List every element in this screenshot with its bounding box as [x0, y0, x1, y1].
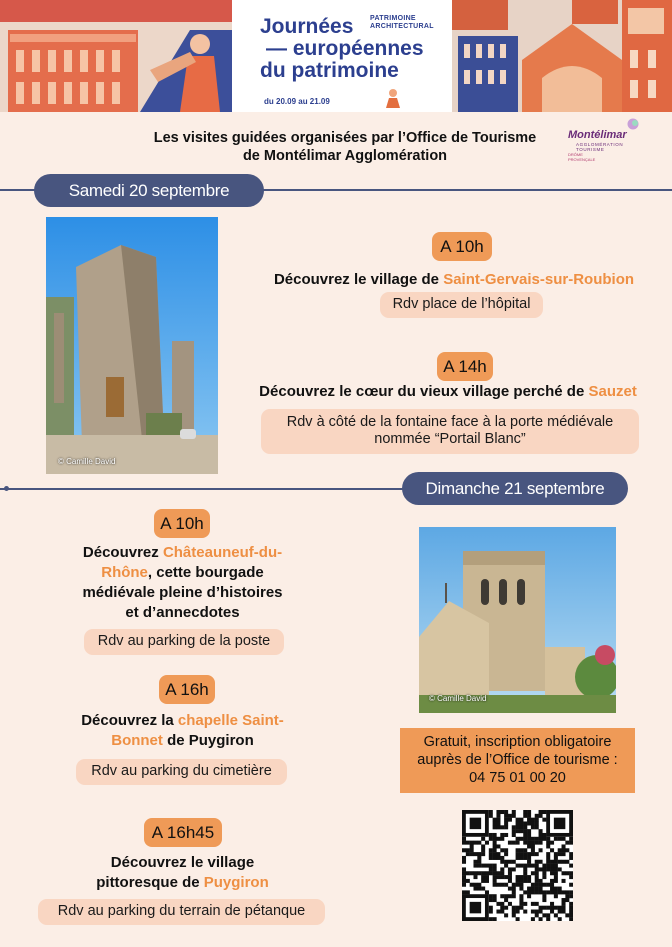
sunday-event2-title-text: Découvrez la [81, 712, 178, 729]
registration-info-line1: Gratuit, inscription obligatoire [423, 734, 612, 750]
montelimar-logo-footer [568, 152, 595, 162]
sunday-divider-dot [4, 486, 9, 491]
saturday-event2-title [230, 382, 666, 402]
sunday-event3-title-text: pittoresque de [96, 874, 204, 891]
sunday-event2-rdv: Rdv au parking du cimetière [76, 759, 287, 785]
event-subtitle-line2: ARCHITECTURAL [370, 23, 434, 30]
header-banner [0, 0, 672, 112]
sunday-event1-place-part2: Rhône [101, 564, 148, 581]
sunday-photo [419, 527, 616, 713]
saturday-date-pill: Samedi 20 septembre [34, 174, 264, 207]
saturday-event2-rdv-line2: nommée “Portail Blanc” [374, 431, 526, 447]
registration-info-line2: auprès de l’Office de tourisme : [417, 752, 618, 768]
intro-line1: Les visites guidées organisées par l’Office de Tourisme [153, 130, 537, 146]
saturday-event1-place: Saint-Gervais-sur-Roubion [443, 271, 635, 288]
montelimar-logo-name: Montélimar [568, 129, 627, 141]
banner-illustration-left [0, 0, 232, 112]
registration-phone[interactable]: 04 75 01 00 20 [469, 770, 566, 786]
sunday-event2-time: A 16h [159, 675, 215, 704]
qr-code[interactable] [462, 810, 573, 921]
intro-line2: de Montélimar Agglomération [242, 148, 448, 164]
sunday-divider [0, 488, 410, 490]
saturday-event2-place: Sauzet [588, 383, 637, 400]
montelimar-logo-sub: AGGLOMÉRATION TOURISME [576, 142, 624, 152]
sunday-event2-place-part1: chapelle Saint- [177, 712, 284, 729]
banner-logo [232, 0, 452, 112]
sunday-event1-title-line1 [40, 543, 325, 563]
registration-info-box [400, 728, 635, 793]
sunday-event3-time: A 16h45 [144, 818, 222, 847]
sunday-date-pill: Dimanche 21 septembre [402, 472, 628, 505]
event-subtitle-line1: PATRIMOINE [370, 15, 416, 22]
sunday-event1-title-rest3: et d’annecdotes [125, 604, 240, 621]
sunday-event1-time: A 10h [154, 509, 210, 538]
montelimar-logo [566, 118, 646, 168]
saturday-event2-time: A 14h [437, 352, 493, 381]
event-title-line2: — européennes [266, 37, 424, 60]
saturday-event1-title-text: Découvrez le village de [273, 271, 444, 288]
saturday-event2-rdv [261, 409, 639, 454]
sunday-event1-rdv: Rdv au parking de la poste [84, 629, 284, 655]
sunday-event2-title-rest: de Puygiron [162, 732, 254, 749]
event-title-line1: Journées [260, 15, 354, 38]
sunday-event1-title-rest2: médiévale pleine d’histoires [82, 584, 283, 601]
sunday-event2-title-line1 [40, 711, 325, 731]
sunday-event1-title-rest1: , cette bourgade [147, 564, 264, 581]
saturday-event1-time: A 10h [432, 232, 492, 261]
event-dates: du 20.09 au 21.09 [264, 97, 330, 106]
saturday-event2-title-text: Découvrez le cœur du vieux village perché de [259, 383, 589, 400]
saturday-event1-title [240, 270, 668, 290]
sunday-event1-title-text: Découvrez [82, 544, 163, 561]
montelimar-logo-footer-line1: DRÔME [568, 152, 583, 157]
qr-code-graphic [462, 810, 573, 921]
sunday-event3-title [40, 853, 325, 893]
sunday-event3-place: Puygiron [203, 874, 269, 891]
sunday-event3-rdv: Rdv au parking du terrain de pétanque [38, 899, 325, 925]
event-title-line3: du patrimoine [260, 59, 399, 82]
sunday-event3-title-line1: Découvrez le village [110, 854, 255, 871]
event-subtitle [370, 15, 434, 31]
banner-illustration-right [452, 0, 672, 112]
saturday-photo-credit: © Camille David [58, 457, 116, 466]
montelimar-logo-footer-line2: PROVENÇALE [568, 157, 596, 162]
sunday-event1-title [40, 543, 325, 623]
sunday-event1-place-part1: Châteauneuf-du- [162, 544, 283, 561]
sunday-event1-title-line2 [40, 563, 325, 583]
saturday-event2-rdv-line1: Rdv à côté de la fontaine face à la porte médiévale [286, 414, 614, 430]
sunday-event3-title-line2 [40, 873, 325, 893]
sunday-photo-credit: © Camille David [429, 694, 487, 703]
visitor-figure-icon [382, 88, 404, 108]
sunday-event2-title [40, 711, 325, 751]
saturday-event1-rdv: Rdv place de l’hôpital [380, 292, 543, 318]
sunday-event2-title-line2 [40, 731, 325, 751]
intro-text [110, 129, 580, 165]
sunday-event2-place-part2: Bonnet [111, 732, 163, 749]
saturday-photo [46, 217, 218, 474]
